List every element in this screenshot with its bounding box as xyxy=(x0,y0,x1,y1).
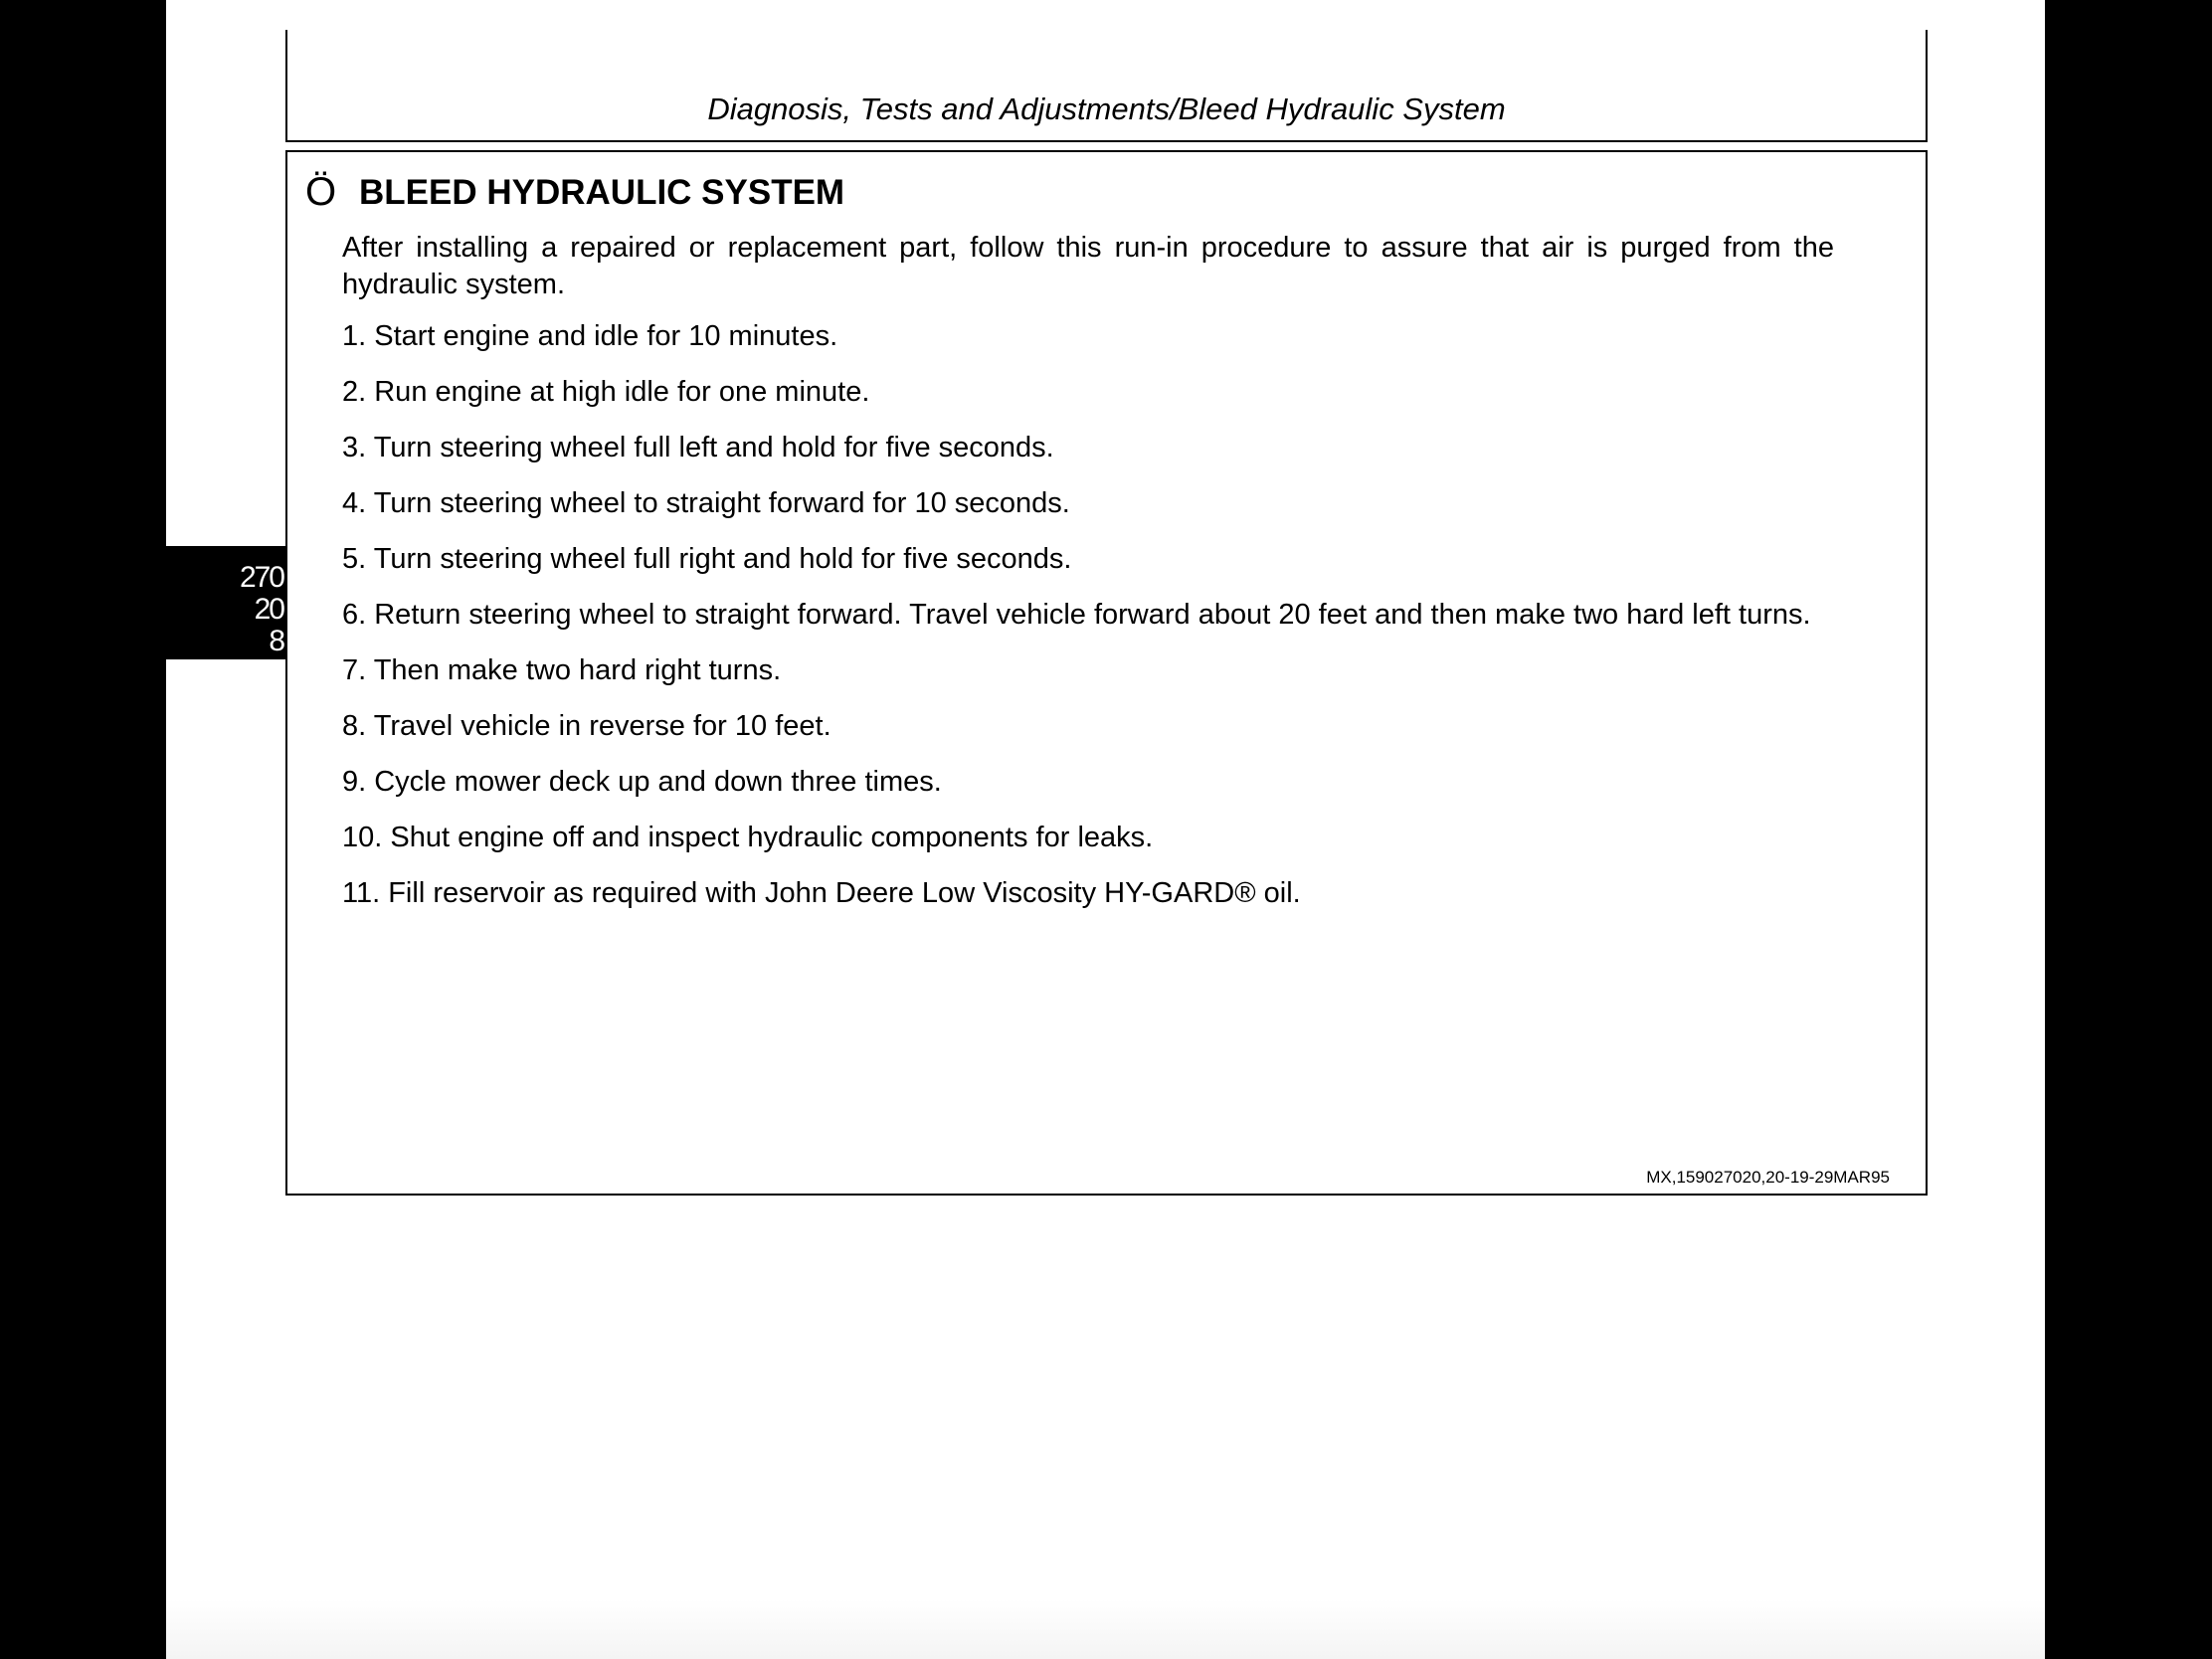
content-box xyxy=(285,150,1928,1196)
step-item: 7. Then make two hard right turns. xyxy=(342,654,782,686)
step-item: 8. Travel vehicle in reverse for 10 feet. xyxy=(342,710,831,742)
step-item: 9. Cycle mower deck up and down three times. xyxy=(342,766,942,798)
step-item: 3. Turn steering wheel full left and hold for five seconds. xyxy=(342,432,1054,463)
step-item: 4. Turn steering wheel to straight forward for 10 seconds. xyxy=(342,487,1070,519)
procedure-steps xyxy=(342,318,1834,931)
step-item: 10. Shut engine off and inspect hydraulic components for leaks. xyxy=(342,822,1154,853)
step-item: 6. Return steering wheel to straight forward. Travel vehicle forward about 20 feet and then make two hard left turns. xyxy=(342,599,1811,631)
document-reference: MX,159027020,20-19-29MAR95 xyxy=(1646,1168,1890,1187)
section-marker-icon: Ö xyxy=(305,170,337,214)
page-tab-section: 20 xyxy=(254,593,283,626)
running-header: Diagnosis, Tests and Adjustments/Bleed Hydraulic System xyxy=(707,92,1506,126)
intro-paragraph: After installing a repaired or replacement part, follow this run-in procedure to assure that air is purged from the hydraulic system. xyxy=(342,232,1834,300)
page-tab-group: 270 xyxy=(239,561,283,594)
page-bottom-shade xyxy=(166,1599,2045,1659)
section-title: BLEED HYDRAULIC SYSTEM xyxy=(359,173,845,212)
page-number-tab xyxy=(166,546,285,659)
step-item: 11. Fill reservoir as required with John Deere Low Viscosity HY-GARD® oil. xyxy=(342,877,1301,909)
step-item: 2. Run engine at high idle for one minute. xyxy=(342,376,870,408)
header-bottom-rule xyxy=(285,140,1928,142)
step-item: 5. Turn steering wheel full right and hold for five seconds. xyxy=(342,543,1072,575)
step-item: 1. Start engine and idle for 10 minutes. xyxy=(342,320,838,352)
manual-page xyxy=(166,0,2045,1659)
page-tab-page: 8 xyxy=(269,625,283,657)
